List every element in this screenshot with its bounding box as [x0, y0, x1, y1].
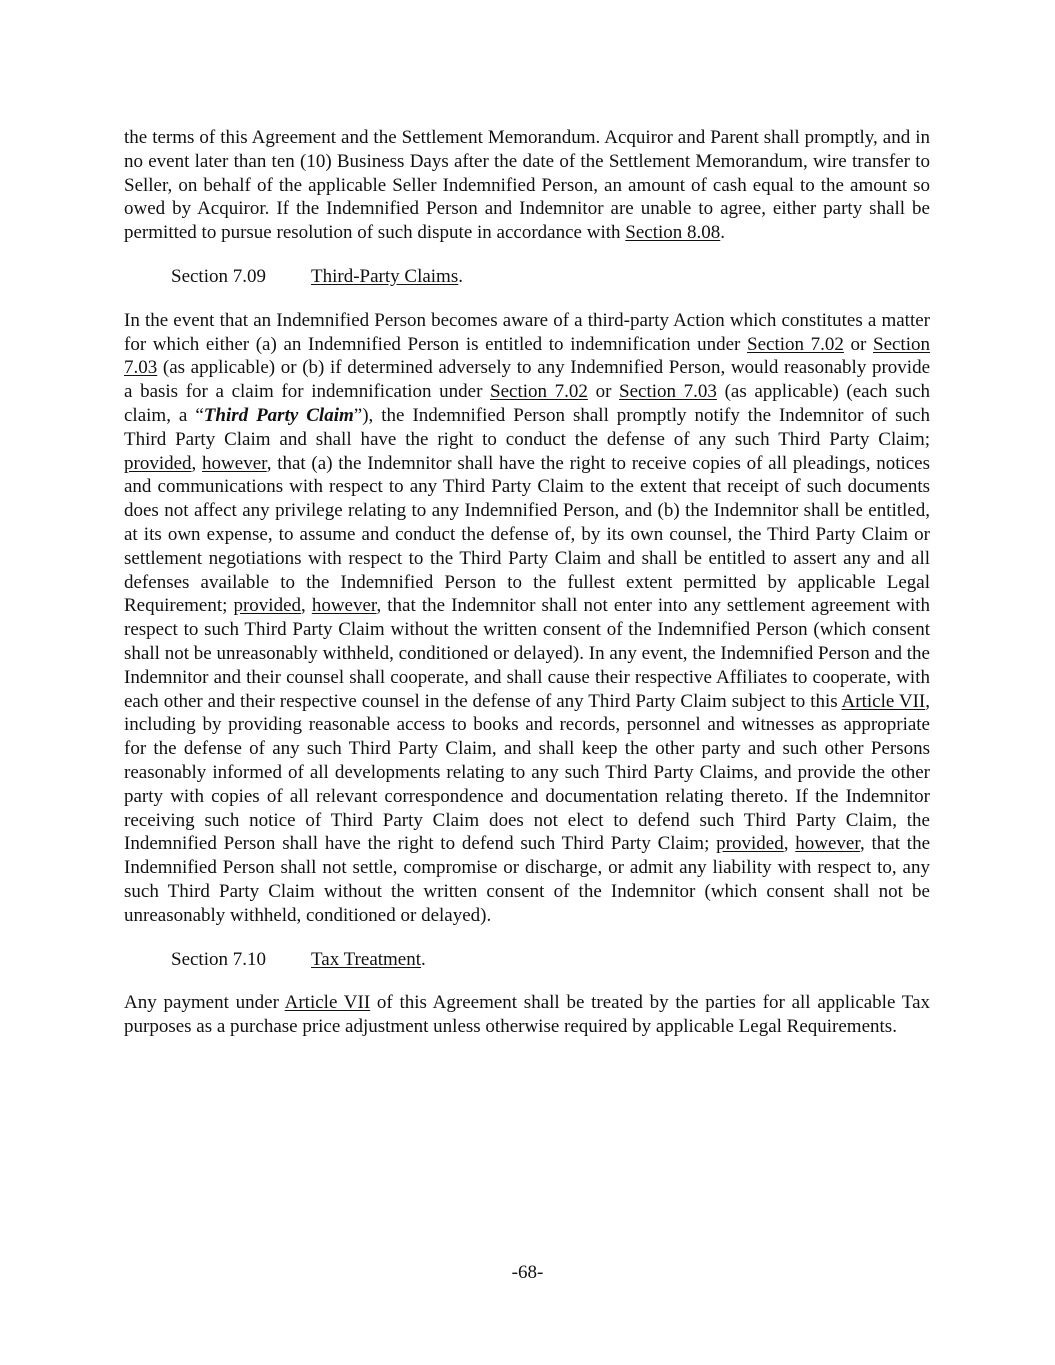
- however-term: however: [311, 595, 377, 617]
- paragraph-tax-treatment: Any payment under Article VII of this Agreement shall be treated by the parties for all applicable Tax purposes as a purchase price adjustment unless otherwise required by applicable Legal Requirements.: [124, 992, 931, 1038]
- section-7-02-link[interactable]: Section 7.02: [747, 333, 844, 355]
- provided-term: provided: [233, 595, 302, 617]
- paragraph-text: the terms of this Agreement and the Settlement Memorandum. Acquiror and Parent shall promptly, and in no event later than ten (10) Business Days after the date of the Settlement Memorandum, wire transfer to Seller, on behalf of the applicable Seller Indemnified Person, an amount of cash equal to the amount so owed by Acquiror. If the Indemnified Person and Indemnitor are unable to agree, either party shall be permitted to pursue resolution of such dispute in accordance with: [124, 127, 930, 244]
- defined-term: Third Party Claim: [203, 404, 354, 426]
- however-term: however: [795, 833, 860, 855]
- paragraph-settlement: [124, 126, 930, 245]
- paragraph-third-party-claims: In the event that an Indemnified Person becomes aware of a third-party Action which constitutes a matter for which either (a) an Indemnified Person is entitled to indemnification under Section 7.02 or Section 7.03 (as applicable) or (b) if determined adversely to any Indemnified Person, would reasonably provide a basis for a claim for indemnification under Section 7.02 or Section 7.03 (as applicable) (each such claim, a “Third Party Claim”), the Indemnified Person shall promptly notify the Indemnitor of such Third Party Claim and shall have the right to conduct the defense of any such Third Party Claim; provided, however, that (a) the Indemnitor shall have the right to receive copies of all pleadings, notices and communications with respect to any Third Party Claim to the extent that receipt of such documents does not affect any privilege relating to any Indemnified Person, and (b) the Indemnitor shall be entitled, at its own expense, to assume and conduct the defense of, by its own counsel, the Third Party Claim or settlement negotiations with respect to the Third Party Claim and shall be entitled to assert any and all defenses available to the Indemnified Person to the fullest extent permitted by applicable Legal Requirement; provided, however, that the Indemnitor shall not enter into any settlement agreement with respect to such Third Party Claim without the written consent of the Indemnified Person (which consent shall not be unreasonably withheld, conditioned or delayed). In any event, the Indemnified Person and the Indemnitor and their counsel shall cooperate, and shall cause their respective Affiliates to cooperate, with each other and their respective counsel in the defense of any Third Party Claim subject to this Article VII, including by providing reasonable access to books and records, personnel and witnesses as appropriate for the defense of any such Third Party Claim, and shall keep the other party and such other Persons reasonably informed of all developments relating to any such Third Party Claims, and provide the other party with copies of all relevant correspondence and documentation relating thereto. If the Indemnitor receiving such notice of Third Party Claim does not elect to defend such Third Party Claim, the Indemnified Person shall have the right to defend such Third Party Claim; provided, however, that the Indemnified Person shall not settle, compromise or discharge, or admit any liability with respect to, any such Third Party Claim without the written consent of the Indemnitor (which consent shall not be unreasonably withheld, conditioned or delayed).: [124, 309, 931, 926]
- section-title: Tax Treatment: [311, 948, 422, 970]
- section-7-10-heading: Section 7.10 Tax Treatment.: [171, 948, 426, 970]
- however-term: however: [202, 452, 267, 474]
- page-number: -68-: [511, 1262, 544, 1283]
- paragraph-text: .: [720, 222, 726, 244]
- section-7-02-link[interactable]: Section 7.02: [490, 381, 588, 403]
- article-vii-link[interactable]: Article VII: [284, 992, 371, 1014]
- provided-term: provided: [124, 452, 192, 474]
- section-title: Third-Party Claims: [311, 265, 459, 287]
- section-7-03-link[interactable]: Section 7.03: [619, 381, 717, 403]
- provided-term: provided: [716, 833, 784, 855]
- article-vii-link[interactable]: Article VII: [841, 690, 926, 712]
- section-number: Section 7.10: [171, 948, 266, 970]
- section-8-08-link[interactable]: Section 8.08: [625, 222, 721, 244]
- section-number: Section 7.09: [171, 265, 266, 287]
- section-7-09-heading: Section 7.09 Third-Party Claims.: [171, 265, 463, 287]
- document-page: [124, 126, 930, 1039]
- section-7-03-link[interactable]: Section 7.03: [124, 333, 930, 379]
